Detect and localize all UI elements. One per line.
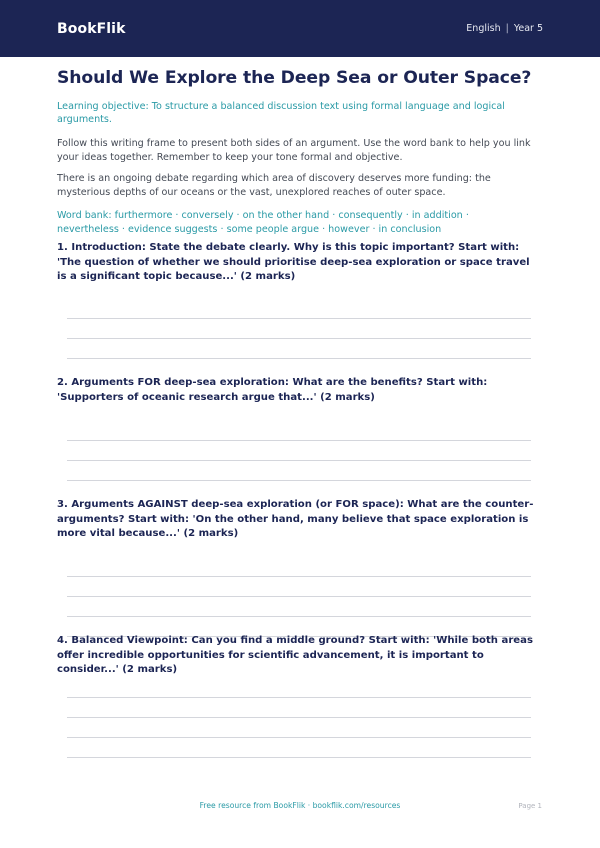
question-1 bbox=[57, 241, 535, 285]
worksheet-content bbox=[57, 66, 533, 237]
footer-link[interactable]: Free resource from BookFlik · bookflik.com/resources bbox=[199, 801, 401, 810]
page-number: Page 1 bbox=[518, 802, 542, 810]
question-4 bbox=[57, 634, 537, 678]
intro-paragraph-1: Follow this writing frame to present both sides of an argument. Use the word bank to help you link your ideas together. Remember to keep your tone formal and objective. bbox=[57, 138, 531, 163]
answer-line bbox=[67, 697, 531, 698]
question-3-prompt: 3. Arguments AGAINST deep-sea exploration (or FOR space): What are the counter-arguments? Start with: 'On the other hand, many believe that space exploration is more vital because...' (2 marks) bbox=[57, 499, 534, 539]
question-2-prompt: 2. Arguments FOR deep-sea exploration: What are the benefits? Start with: 'Supporters of oceanic research argue that...' (2 marks) bbox=[57, 377, 488, 403]
answer-line bbox=[67, 737, 531, 738]
word-bank: Word bank: furthermore · conversely · on the other hand · consequently · in addition · nevertheless · evidence suggests · some people argue · however · in conclusion bbox=[57, 210, 469, 235]
brand-logo[interactable]: BookFlik bbox=[57, 20, 126, 37]
answer-line bbox=[67, 480, 531, 481]
answer-line bbox=[67, 318, 531, 319]
intro-paragraph-2: There is an ongoing debate regarding which area of discovery deserves more funding: the mysterious depths of our oceans or the vast, unexplored reaches of outer space. bbox=[57, 173, 491, 198]
answer-line bbox=[67, 460, 531, 461]
answer-line bbox=[67, 440, 531, 441]
answer-line bbox=[67, 338, 531, 339]
question-4-prompt: 4. Balanced Viewpoint: Can you find a middle ground? Start with: 'While both areas offer incredible opportunities for scientific advancement, it is important to consider...' (2 marks) bbox=[57, 635, 533, 675]
answer-line bbox=[67, 358, 531, 359]
answer-line bbox=[67, 757, 531, 758]
answer-line bbox=[67, 596, 531, 597]
meta-separator: | bbox=[505, 23, 509, 34]
page-title: Should We Explore the Deep Sea or Outer Space? bbox=[57, 68, 532, 88]
question-1-prompt: 1. Introduction: State the debate clearly. Why is this topic important? Start with: 'The question of whether we should prioritise deep-sea exploration or space travel is a significant topic because...' (2 marks) bbox=[57, 242, 530, 282]
header-meta bbox=[466, 23, 543, 34]
question-2 bbox=[57, 376, 535, 405]
answer-line bbox=[67, 717, 531, 718]
subject-label: English bbox=[466, 23, 501, 34]
question-3 bbox=[57, 498, 535, 542]
answer-line bbox=[67, 576, 531, 577]
learning-objective: Learning objective: To structure a balanced discussion text using formal language and logical arguments. bbox=[57, 101, 505, 125]
answer-line bbox=[67, 616, 531, 617]
header-bar bbox=[0, 0, 600, 57]
year-label: Year 5 bbox=[513, 23, 543, 34]
